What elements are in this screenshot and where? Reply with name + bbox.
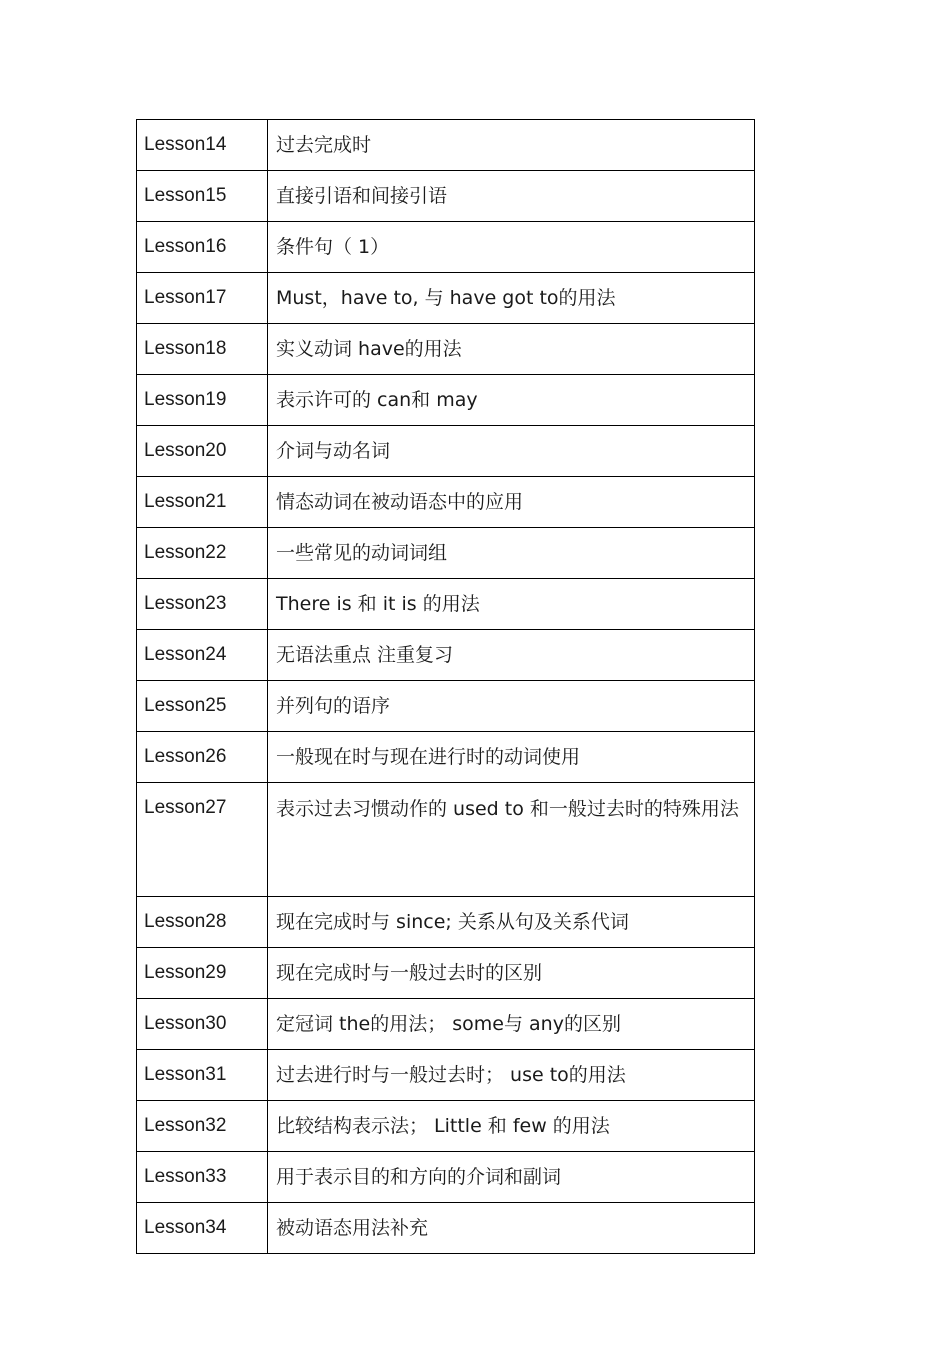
lesson-number-cell: Lesson29: [137, 948, 268, 999]
lesson-number-cell: Lesson25: [137, 681, 268, 732]
table-row: [137, 324, 755, 375]
grammar-topic-cell: 直接引语和间接引语: [268, 171, 755, 222]
table-row: [137, 528, 755, 579]
table-row: [137, 1152, 755, 1203]
grammar-topic-cell: Must，have to, 与 have got to的用法: [268, 273, 755, 324]
lesson-number-cell: Lesson34: [137, 1203, 268, 1254]
table-row: [137, 1050, 755, 1101]
lesson-number-cell: Lesson24: [137, 630, 268, 681]
table-row: [137, 681, 755, 732]
table-row: [137, 999, 755, 1050]
table-row: [137, 375, 755, 426]
grammar-topic-cell: 情态动词在被动语态中的应用: [268, 477, 755, 528]
lesson-number-cell: Lesson21: [137, 477, 268, 528]
table-row: [137, 273, 755, 324]
grammar-topic-cell: 过去进行时与一般过去时； use to的用法: [268, 1050, 755, 1101]
lesson-number-cell: Lesson20: [137, 426, 268, 477]
lesson-number-cell: Lesson14: [137, 120, 268, 171]
grammar-topic-cell: 表示过去习惯动作的 used to 和一般过去时的特殊用法: [268, 783, 755, 897]
table-row: [137, 948, 755, 999]
lesson-number-cell: Lesson26: [137, 732, 268, 783]
grammar-topic-cell: 介词与动名词: [268, 426, 755, 477]
table-row: [137, 171, 755, 222]
grammar-topic-cell: 用于表示目的和方向的介词和副词: [268, 1152, 755, 1203]
table-row: [137, 732, 755, 783]
lesson-number-cell: Lesson15: [137, 171, 268, 222]
table-row: [137, 1203, 755, 1254]
table-row: [137, 783, 755, 897]
lesson-number-cell: Lesson27: [137, 783, 268, 897]
grammar-topic-cell: There is 和 it is 的用法: [268, 579, 755, 630]
lesson-number-cell: Lesson16: [137, 222, 268, 273]
grammar-topic-cell: 表示许可的 can和 may: [268, 375, 755, 426]
table-row: [137, 630, 755, 681]
table-row: [137, 120, 755, 171]
lesson-number-cell: Lesson30: [137, 999, 268, 1050]
table-row: [137, 477, 755, 528]
table-row: [137, 426, 755, 477]
lesson-number-cell: Lesson31: [137, 1050, 268, 1101]
lesson-number-cell: Lesson18: [137, 324, 268, 375]
lesson-number-cell: Lesson32: [137, 1101, 268, 1152]
lesson-number-cell: Lesson33: [137, 1152, 268, 1203]
grammar-topic-cell: 条件句（ 1）: [268, 222, 755, 273]
grammar-topic-cell: 被动语态用法补充: [268, 1203, 755, 1254]
grammar-topic-cell: 实义动词 have的用法: [268, 324, 755, 375]
grammar-topic-cell: 过去完成时: [268, 120, 755, 171]
table-row: [137, 1101, 755, 1152]
table-row: [137, 579, 755, 630]
lesson-number-cell: Lesson19: [137, 375, 268, 426]
grammar-topic-cell: 现在完成时与 since; 关系从句及关系代词: [268, 897, 755, 948]
grammar-topic-cell: 并列句的语序: [268, 681, 755, 732]
lesson-number-cell: Lesson17: [137, 273, 268, 324]
grammar-topic-cell: 定冠词 the的用法； some与 any的区别: [268, 999, 755, 1050]
lesson-number-cell: Lesson28: [137, 897, 268, 948]
lesson-grammar-table: [136, 119, 755, 1254]
lesson-number-cell: Lesson22: [137, 528, 268, 579]
grammar-topic-cell: 无语法重点 注重复习: [268, 630, 755, 681]
lesson-number-cell: Lesson23: [137, 579, 268, 630]
grammar-topic-cell: 一些常见的动词词组: [268, 528, 755, 579]
grammar-topic-cell: 一般现在时与现在进行时的动词使用: [268, 732, 755, 783]
grammar-topic-cell: 现在完成时与一般过去时的区别: [268, 948, 755, 999]
table-row: [137, 897, 755, 948]
table-row: [137, 222, 755, 273]
grammar-topic-cell: 比较结构表示法； Little 和 few 的用法: [268, 1101, 755, 1152]
